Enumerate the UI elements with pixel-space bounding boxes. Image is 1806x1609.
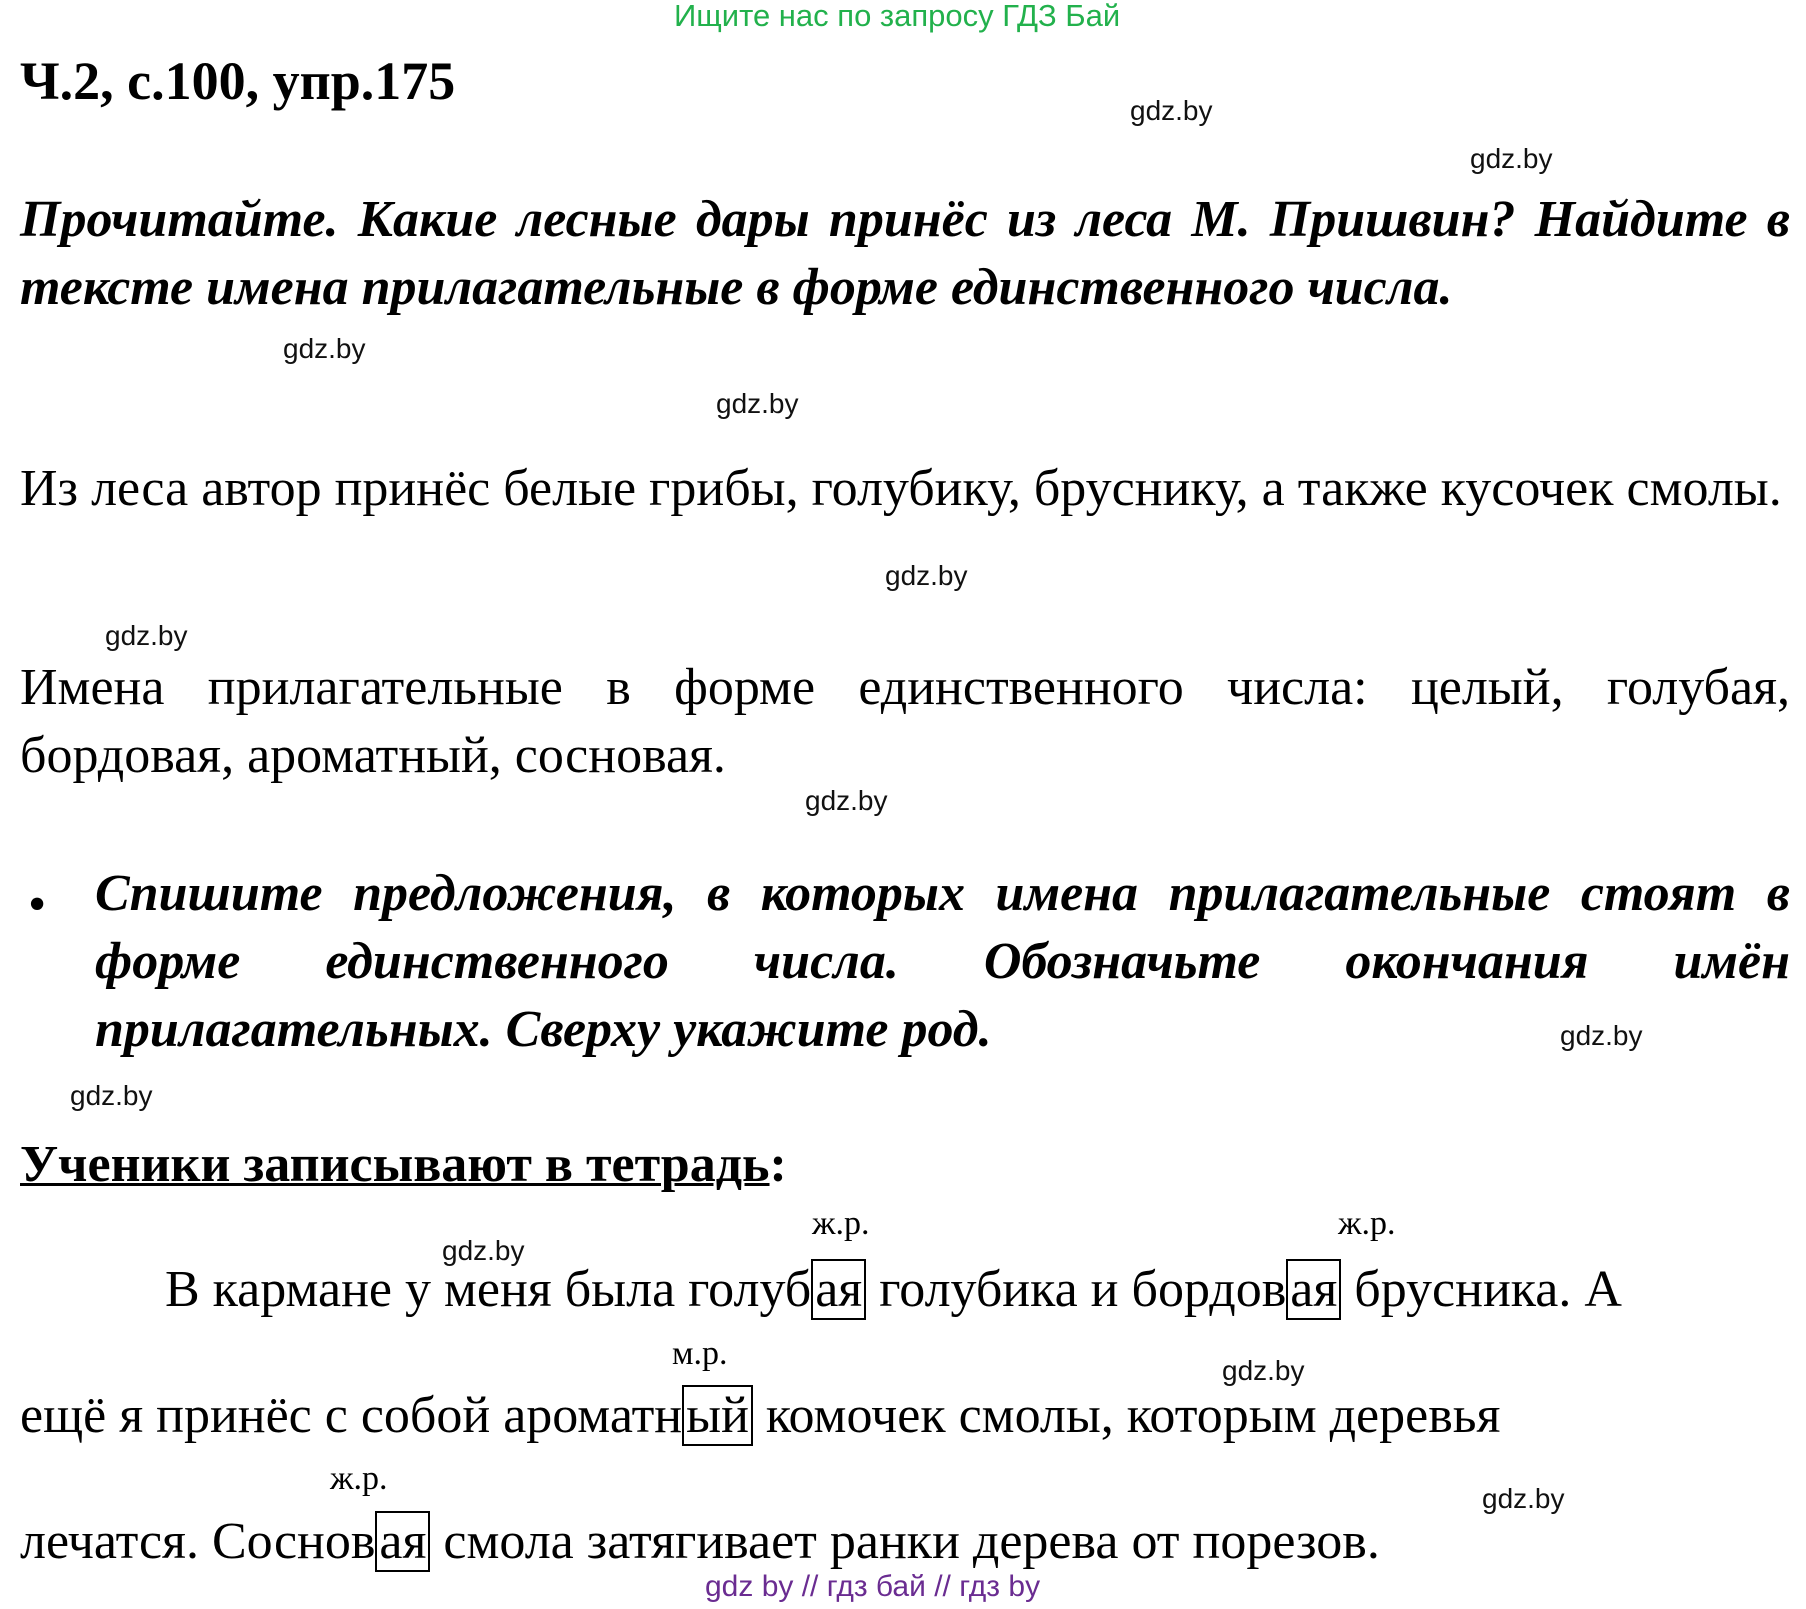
watermark: gdz.by	[105, 620, 188, 651]
answer-paragraph-2: Имена прилагательные в форме единственного числа: целый, голубая, бордовая, ароматный, сосновая.	[20, 659, 1790, 784]
notebook-line-2	[20, 1382, 1500, 1450]
gender-mark-1: ж.р.	[812, 1205, 870, 1242]
watermark: gdz.by	[283, 333, 366, 364]
line3-part2: смола затягивает ранки дерева от порезов.	[430, 1513, 1380, 1570]
gender-mark-4: ж.р.	[330, 1460, 388, 1497]
watermark: gdz.by	[442, 1235, 525, 1266]
watermark: gdz.by	[1130, 95, 1213, 126]
task-instruction-2: Спишите предложения, в которых имена прилагательные стоят в форме единственного числа. Обозначьте окончания имён прилагательных. Сверху укажите род.	[95, 865, 1790, 1058]
ending-box-4: ая	[375, 1511, 430, 1572]
watermark: gdz.by	[885, 560, 968, 591]
watermark: gdz.by	[805, 785, 888, 816]
notebook-heading-colon: :	[769, 1136, 787, 1193]
footer-watermark: gdz by // гдз бай // гдз by	[705, 1570, 1041, 1603]
watermark: gdz.by	[1222, 1355, 1305, 1386]
gender-mark-2: ж.р.	[1338, 1205, 1396, 1242]
watermark: gdz.by	[1470, 143, 1553, 174]
watermark: gdz.by	[1482, 1483, 1565, 1514]
ending-box-2: ая	[1286, 1259, 1341, 1320]
line2-part1: ещё я принёс с собой ароматн	[20, 1387, 683, 1444]
watermark: gdz.by	[70, 1080, 153, 1111]
line1-part1: В кармане у меня была голуб	[165, 1261, 812, 1318]
line3-part1: лечатся. Соснов	[20, 1513, 376, 1570]
notebook-heading-text: Ученики записывают в тетрадь	[20, 1136, 770, 1193]
bullet-point: •	[28, 876, 47, 933]
task-instruction-1: Прочитайте. Какие лесные дары принёс из леса М. Пришвин? Найдите в тексте имена прилагательные в форме единственного числа.	[20, 191, 1790, 316]
ending-box-1: ая	[811, 1259, 866, 1320]
search-banner: Ищите нас по запросу ГДЗ Бай	[674, 0, 1121, 33]
notebook-line-3	[20, 1508, 1380, 1576]
ending-box-3: ый	[682, 1385, 753, 1446]
gender-mark-3: м.р.	[672, 1335, 728, 1372]
watermark: gdz.by	[1560, 1020, 1643, 1051]
watermark: gdz.by	[716, 388, 799, 419]
notebook-line-1	[165, 1256, 1622, 1324]
answer-paragraph-1: Из леса автор принёс белые грибы, голубику, бруснику, а также кусочек смолы.	[20, 460, 1782, 517]
notebook-heading	[20, 1135, 787, 1194]
line2-part2: комочек смолы, которым деревья	[752, 1387, 1501, 1444]
line1-part3: брусника. А	[1341, 1261, 1622, 1318]
line1-part2: голубика и бордов	[866, 1261, 1287, 1318]
exercise-title: Ч.2, с.100, упр.175	[20, 51, 456, 111]
